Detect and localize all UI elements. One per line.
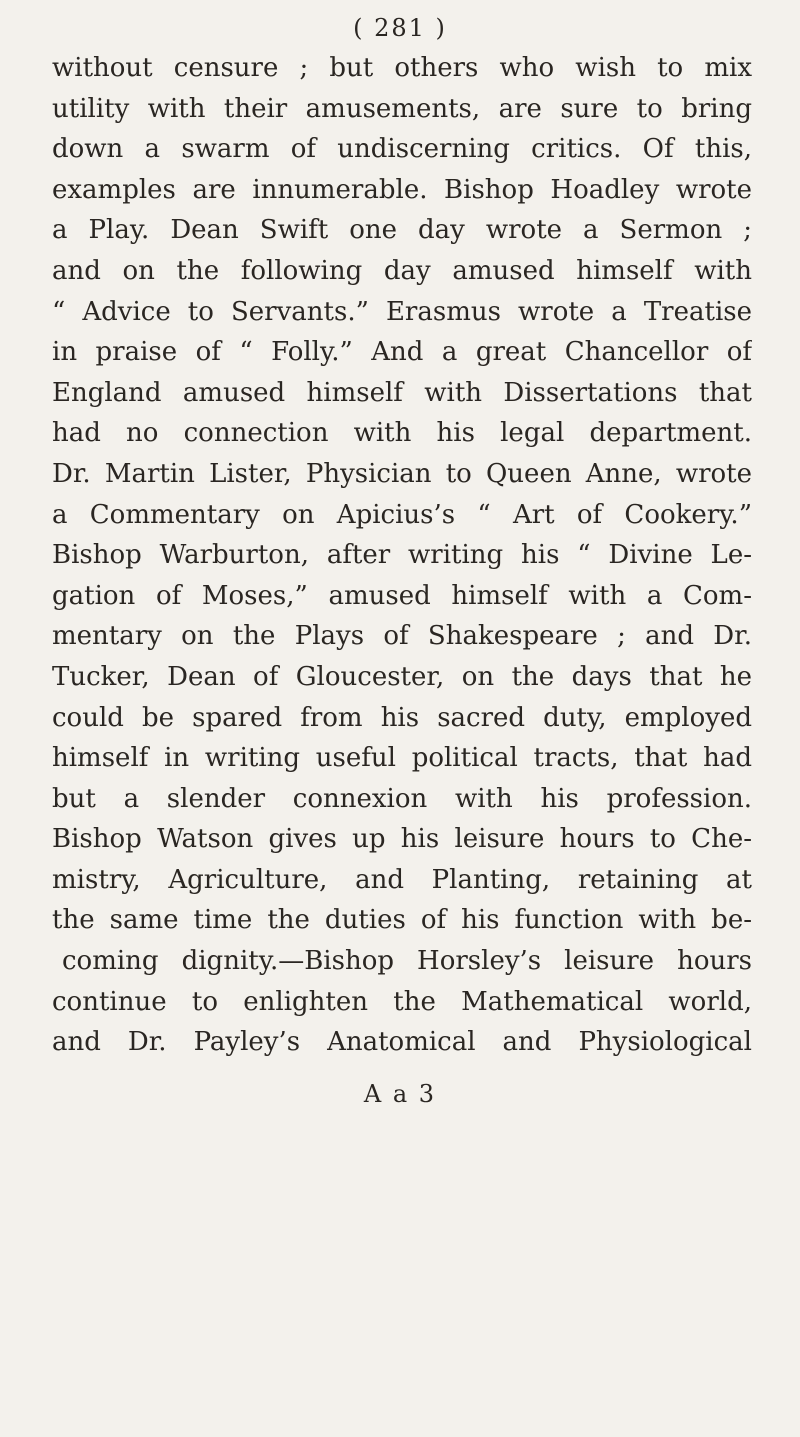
text-line: Bishop Warburton, after writing his “ Divine Le- <box>52 540 752 571</box>
text-line: mentary on the Plays of Shakespeare ; and Dr. <box>52 621 752 652</box>
text-line: gation of Moses,” amused himself with a Com- <box>52 580 752 611</box>
text-line: could be spared from his sacred duty, employed <box>52 702 752 733</box>
text-line: down a swarm of undiscerning critics. Of this, <box>52 134 752 165</box>
text-line: and on the following day amused himself with <box>52 255 752 286</box>
page-number: ( 281 ) <box>353 14 447 42</box>
text-line: and Dr. Payley’s Anatomical and Physiological <box>52 1027 752 1058</box>
body-text <box>52 48 752 1063</box>
text-line: Bishop Watson gives up his leisure hours to Che- <box>52 824 752 855</box>
text-line: without censure ; but others who wish to mix <box>52 53 752 83</box>
text-line: but a slender connexion with his profession. <box>52 783 752 814</box>
text-line: a Commentary on Apicius’s “ Art of Cookery.” <box>52 499 752 530</box>
text-line: “ Advice to Servants.” Erasmus wrote a Treatise <box>52 296 752 327</box>
text-line: continue to enlighten the Mathematical world, <box>52 986 752 1017</box>
text-line: coming dignity.—Bishop Horsley’s leisure hours <box>62 946 752 977</box>
text-line: examples are innumerable. Bishop Hoadley wrote <box>52 174 752 205</box>
text-line: Dr. Martin Lister, Physician to Queen Anne, wrote <box>52 458 752 489</box>
text-line: in praise of “ Folly.” And a great Chancellor of <box>52 337 752 368</box>
text-line: a Play. Dean Swift one day wrote a Sermon ; <box>52 215 752 246</box>
text-line: utility with their amusements, are sure to bring <box>52 93 752 124</box>
text-line: himself in writing useful political tracts, that had <box>52 743 752 774</box>
text-line: England amused himself with Dissertations that <box>52 377 752 408</box>
text-line: Tucker, Dean of Gloucester, on the days that he <box>52 661 752 692</box>
text-line: mistry, Agriculture, and Planting, retaining at <box>52 864 752 895</box>
signature-mark: A a 3 <box>363 1080 437 1108</box>
text-line: had no connection with his legal department. <box>52 418 752 449</box>
text-line: the same time the duties of his function with be- <box>52 905 752 936</box>
